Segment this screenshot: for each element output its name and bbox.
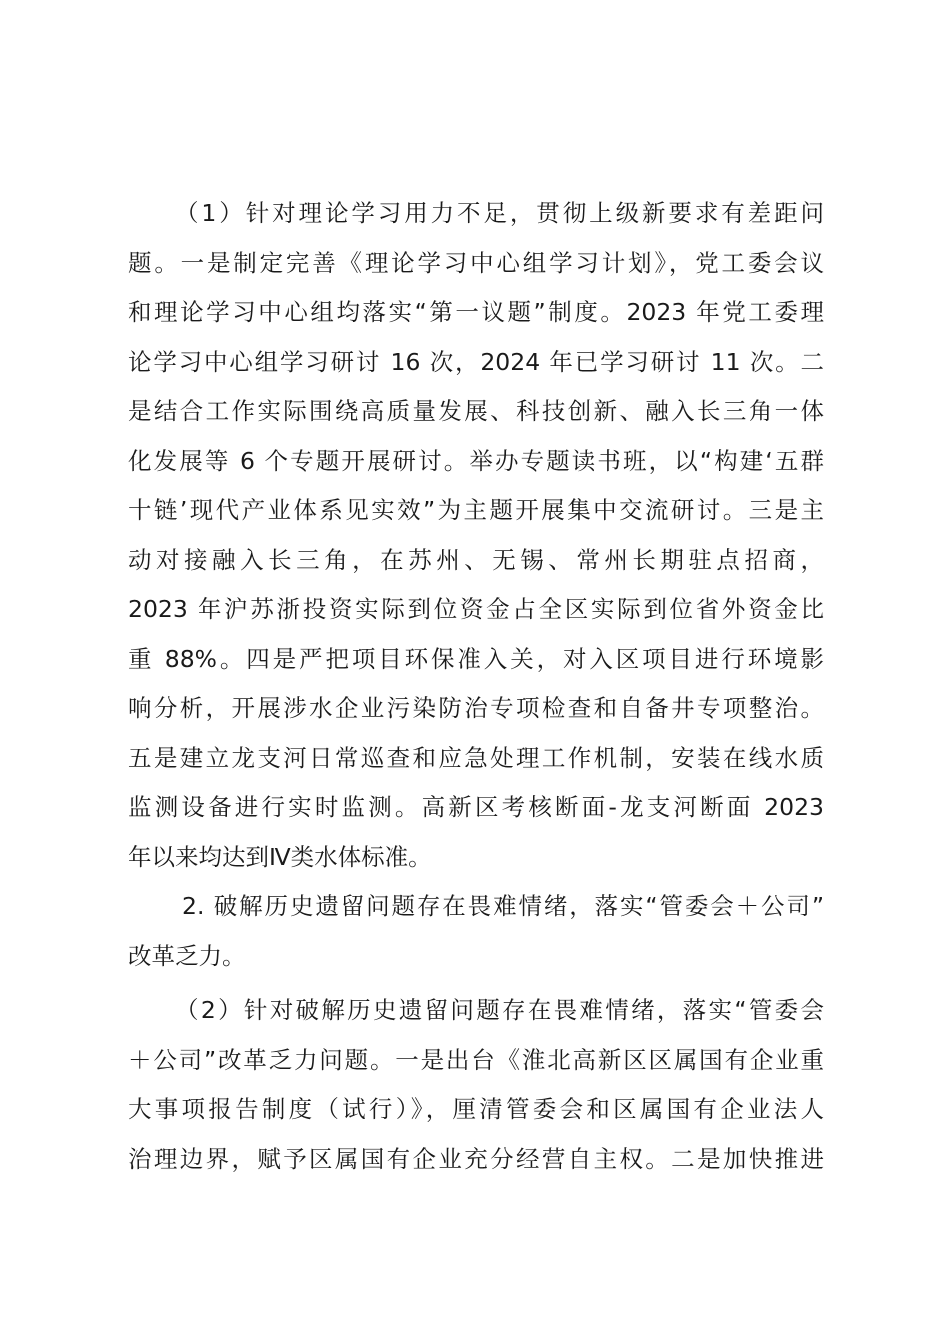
paragraph-line: 化发展等 6 个专题开展研讨。举办专题读书班，以“构建‘五群 bbox=[128, 446, 824, 475]
paragraph-line: 十链’现代产业体系见实效”为主题开展集中交流研讨。三是主 bbox=[128, 496, 824, 524]
paragraph-line: 大事项报告制度（试行）》，厘清管委会和区属国有企业法人 bbox=[128, 1095, 824, 1123]
paragraph-line: 治理边界，赋予区属国有企业充分经营自主权。二是加快推进 bbox=[128, 1144, 824, 1173]
paragraph-line: 动对接融入长三角，在苏州、无锡、常州长期驻点招商， bbox=[128, 545, 824, 574]
paragraph-line: 2023 年沪苏浙投资实际到位资金占全区实际到位省外资金比 bbox=[128, 595, 824, 623]
paragraph-3 bbox=[128, 986, 824, 1184]
paragraph-line: 是结合工作实际围绕高质量发展、科技创新、融入长三角一体 bbox=[128, 397, 824, 425]
paragraph-line: （1）针对理论学习用力不足，贯彻上级新要求有差距问 bbox=[175, 199, 824, 227]
paragraph-line: ＋公司”改革乏力问题。一是出台《淮北高新区区属国有企业重 bbox=[128, 1045, 824, 1074]
paragraph-1 bbox=[128, 189, 824, 882]
paragraph-line: 2. 破解历史遗留问题存在畏难情绪，落实“管委会＋公司” bbox=[182, 892, 824, 920]
paragraph-line: 重 88%。四是严把项目环保准入关，对入区项目进行环境影 bbox=[128, 644, 824, 673]
paragraph-line: 改革乏力。 bbox=[128, 941, 246, 970]
paragraph-line: 监测设备进行实时监测。高新区考核断面-龙支河断面 2023 bbox=[128, 793, 824, 821]
paragraph-2 bbox=[128, 882, 824, 981]
paragraph-line: 和理论学习中心组均落实“第一议题”制度。2023 年党工委理 bbox=[128, 298, 824, 326]
paragraph-line: 论学习中心组学习研讨 16 次，2024 年已学习研讨 11 次。二 bbox=[128, 347, 824, 376]
paragraph-line: （2）针对破解历史遗留问题存在畏难情绪，落实“管委会 bbox=[175, 996, 824, 1024]
paragraph-line: 年以来均达到Ⅳ类水体标准。 bbox=[128, 842, 432, 871]
paragraph-line: 响分析，开展涉水企业污染防治专项检查和自备井专项整治。 bbox=[128, 694, 824, 722]
paragraph-line: 题。一是制定完善《理论学习中心组学习计划》，党工委会议 bbox=[128, 248, 824, 277]
paragraph-line: 五是建立龙支河日常巡查和应急处理工作机制，安装在线水质 bbox=[128, 743, 824, 772]
